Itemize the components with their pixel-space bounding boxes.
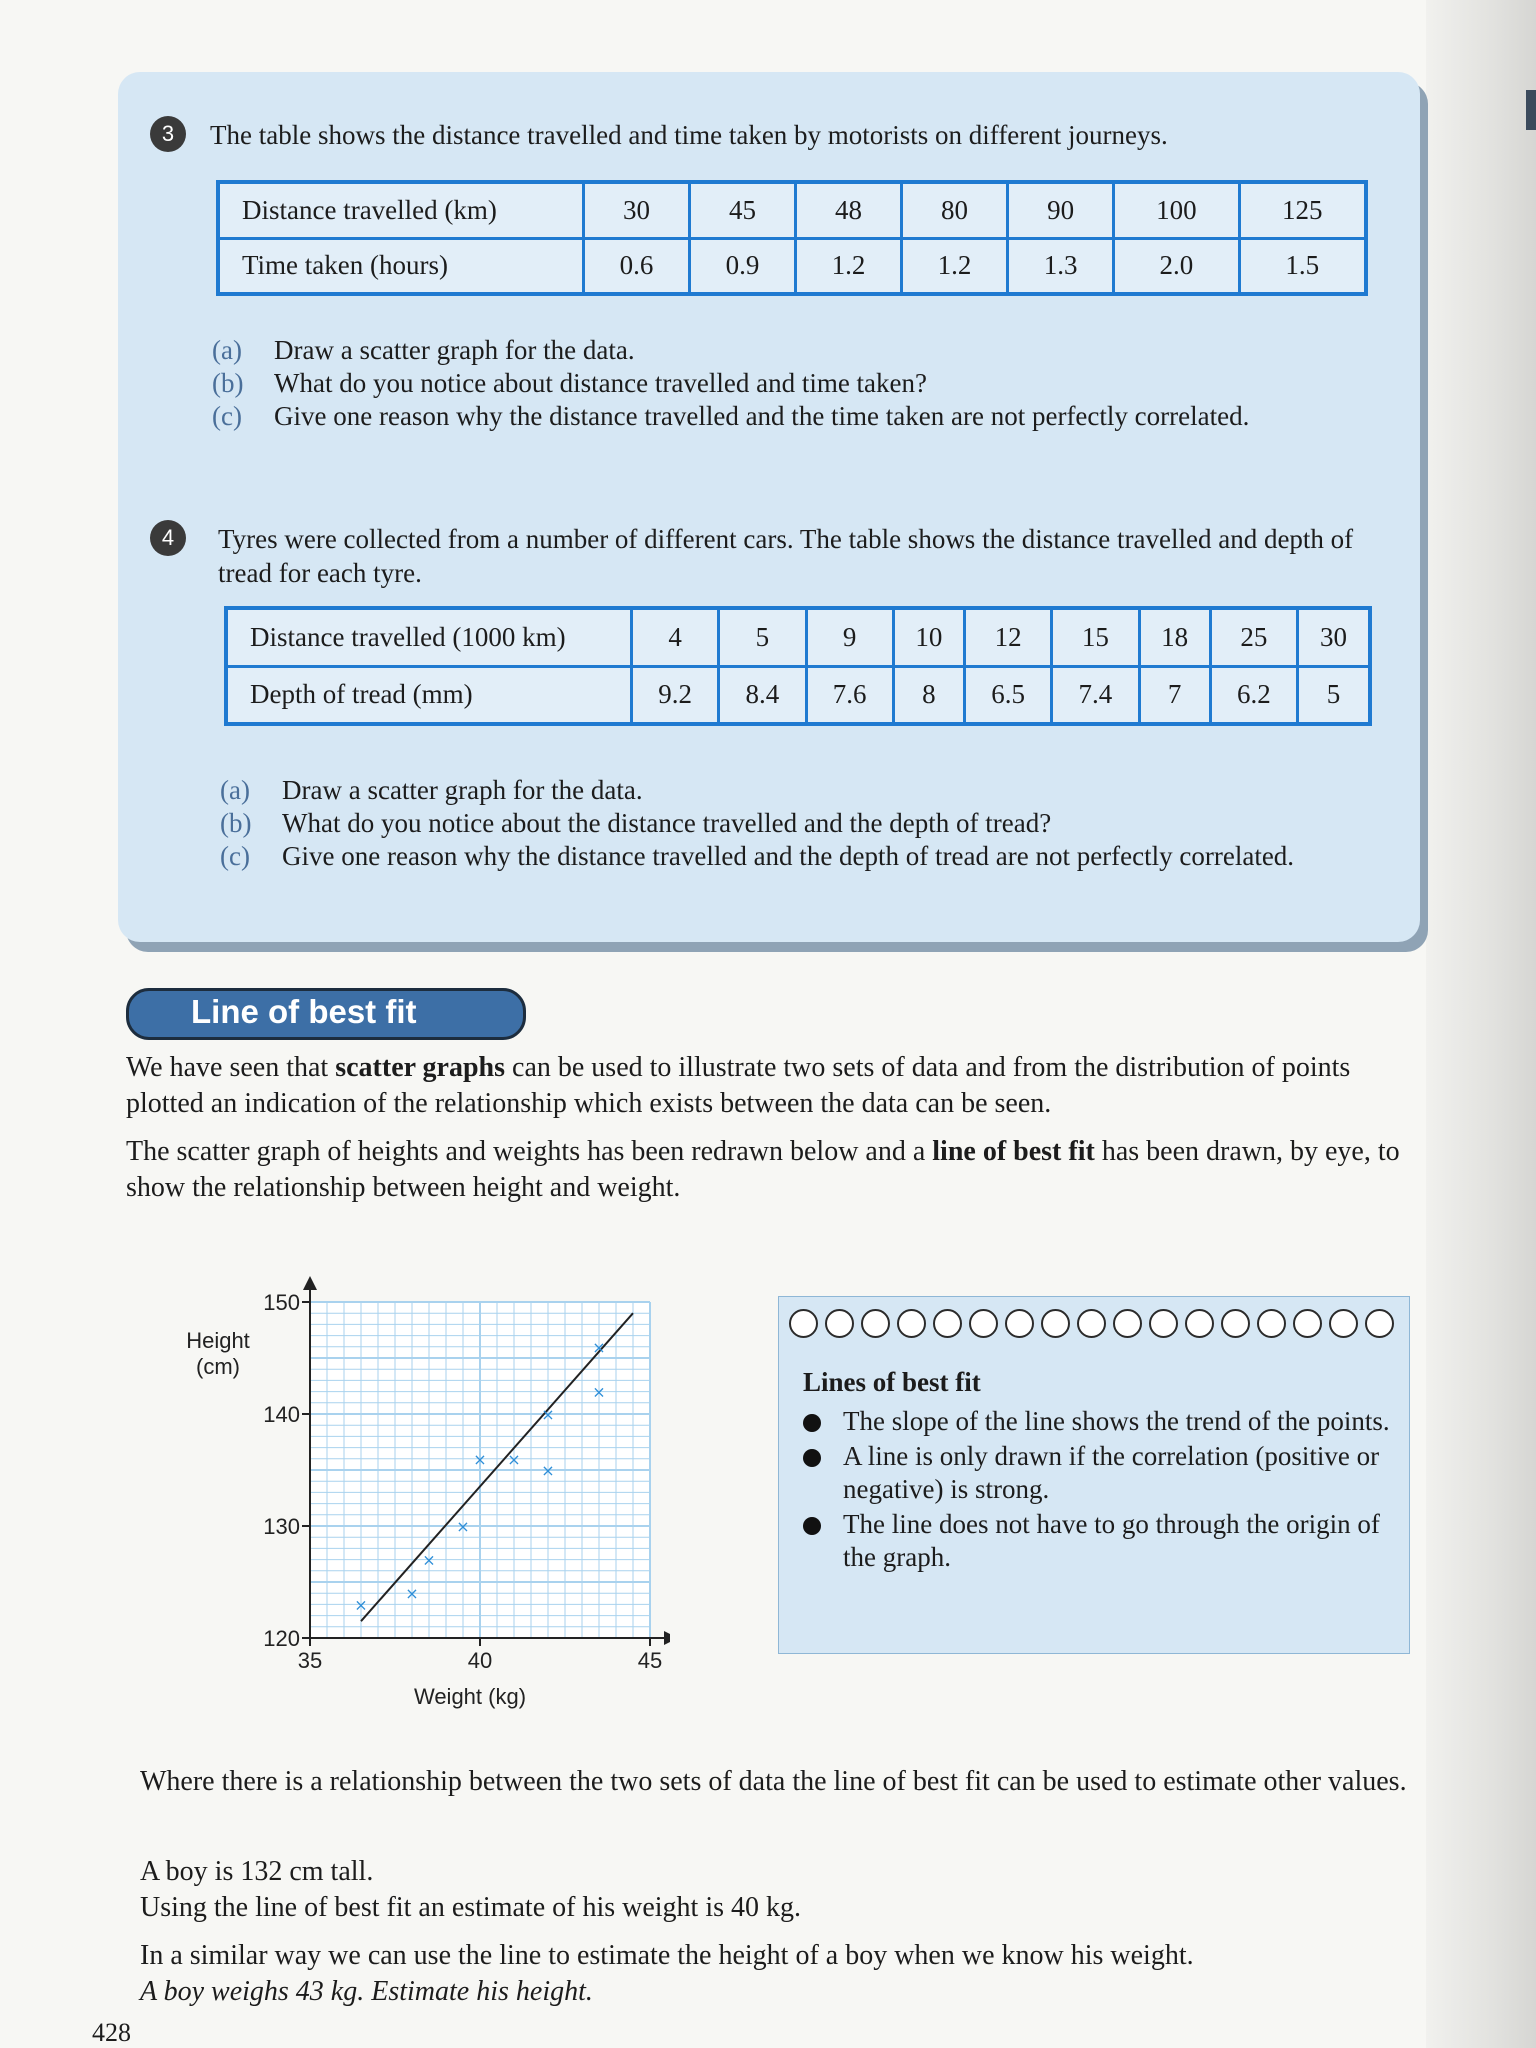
table-cell: 4 [632,608,719,666]
table-cell: 48 [796,182,902,238]
ring-icon [1005,1309,1034,1338]
table-cell: 9 [806,608,893,666]
table-cell: 8 [893,666,964,724]
table-cell: 25 [1210,608,1297,666]
question-3-intro: The table shows the distance travelled and time taken by motorists on different journeys. [210,120,1168,150]
ring-icon [789,1309,818,1338]
notebook-rings [789,1309,1394,1338]
question-line-italic: A boy weighs 43 kg. Estimate his height. [140,1976,593,2007]
table-cell: 7 [1139,666,1210,724]
y-tick-label: 120 [263,1626,300,1651]
table-cell: 6.2 [1210,666,1297,724]
question-4-parts [220,774,1370,873]
bullet-icon [803,1517,821,1535]
part-text: Draw a scatter graph for the data. [274,335,635,365]
bold-term: line of best fit [932,1136,1095,1167]
ring-icon [861,1309,890,1338]
table-cell: 5 [1298,666,1370,724]
ring-icon [1149,1309,1178,1338]
section-heading-pill [126,988,526,1040]
part-text: Give one reason why the distance travelled and the time taken are not perfectly correlated. [274,401,1250,431]
table-cell: 7.4 [1052,666,1139,724]
y-tick-label: 140 [263,1402,300,1427]
ring-icon [1077,1309,1106,1338]
y-tick-label: 150 [263,1290,300,1315]
note-title: Lines of best fit [803,1367,981,1397]
question-3-number: 3 [150,116,186,152]
part-label: (b) [220,808,252,838]
question-part [212,400,1362,433]
example-line: A boy is 132 cm tall. [140,1856,374,1887]
section-title: Line of best fit [191,993,417,1030]
part-label: (b) [212,368,244,398]
text-span: The scatter graph of heights and weights has been redrawn below and a [126,1136,933,1167]
note-item-text: The slope of the line shows the trend of the points. [843,1406,1390,1436]
intro-paragraph [126,1050,1416,1122]
table-row-label: Depth of tread (mm) [226,666,632,724]
table-cell: 9.2 [632,666,719,724]
note-item-text: A line is only drawn if the correlation (positive or negative) is strong. [843,1441,1380,1504]
y-tick-label: 130 [263,1514,300,1539]
ring-icon [1041,1309,1070,1338]
part-label: (c) [212,401,242,431]
x-axis-arrow [664,1631,670,1645]
part-label: (a) [220,775,250,805]
table-row-label: Distance travelled (km) [218,182,584,238]
table-cell: 15 [1052,608,1139,666]
ring-icon [1329,1309,1358,1338]
table-cell: 1.2 [796,238,902,294]
table-cell: 1.5 [1239,238,1366,294]
y-axis-label: Height [186,1328,250,1353]
question-part [212,367,1362,400]
part-text: Draw a scatter graph for the data. [282,775,643,805]
y-axis-label-unit: (cm) [196,1354,240,1379]
y-axis-arrow [303,1276,317,1290]
table-cell: 30 [1298,608,1370,666]
ring-icon [825,1309,854,1338]
part-label: (a) [212,335,242,365]
question-part [220,807,1370,840]
bullet-icon [803,1414,821,1432]
data-point: × [422,1550,436,1570]
data-point: × [541,1461,555,1480]
question-4-number: 4 [150,520,186,556]
ring-icon [1293,1309,1322,1338]
table-row-label: Time taken (hours) [218,238,584,294]
question-4-table [224,606,1372,726]
question-part [212,334,1362,367]
lines-of-best-fit-note [778,1296,1410,1654]
text-span: can be used to illustrate two sets of data and from the distribution of points plotted an indication of the relationship which exists between the data can be seen. [126,1052,1351,1119]
ring-icon [1113,1309,1142,1338]
table-cell: 100 [1114,182,1239,238]
part-text: What do you notice about distance travelled and time taken? [274,368,928,398]
data-point: × [592,1337,606,1357]
page-edge-shadow [1426,0,1536,2048]
part-text: What do you notice about the distance travelled and the depth of tread? [282,808,1052,838]
estimate-paragraph: Where there is a relationship between the two sets of data the line of best fit can be used to estimate other values. [140,1766,1407,1797]
data-point: × [507,1449,521,1469]
table-cell: 1.3 [1008,238,1114,294]
table-cell: 125 [1239,182,1366,238]
x-tick-label: 35 [297,1648,323,1673]
bullet-icon [803,1449,821,1467]
data-point: × [456,1517,470,1536]
table-cell: 30 [584,182,690,238]
data-point: × [354,1595,368,1615]
data-point: × [592,1382,606,1402]
part-label: (c) [220,841,250,871]
part-text: Give one reason why the distance travelled and the depth of tread are not perfectly correlated. [282,841,1295,871]
table-cell: 45 [690,182,796,238]
table-cell: 10 [893,608,964,666]
x-tick-label: 40 [467,1648,493,1673]
ring-icon [1257,1309,1286,1338]
exercise-box [118,72,1420,942]
x-axis-label: Weight (kg) [413,1684,527,1709]
ring-icon [1365,1309,1394,1338]
question-3-parts [212,334,1362,433]
question-line: In a similar way we can use the line to estimate the height of a boy when we know his weight. [140,1940,1194,1971]
table-cell: 5 [719,608,806,666]
question-part [220,840,1370,873]
bold-term: scatter graphs [335,1052,506,1083]
table-cell: 2.0 [1114,238,1239,294]
ring-icon [933,1309,962,1338]
table-cell: 7.6 [806,666,893,724]
note-item [803,1440,1393,1506]
question-paragraph [140,1938,1410,2010]
question-3-table [216,180,1368,296]
ring-icon [897,1309,926,1338]
note-item [803,1405,1393,1438]
graph-paragraph [126,1134,1416,1206]
note-item [803,1508,1393,1574]
table-cell: 1.2 [902,238,1008,294]
table-cell: 0.9 [690,238,796,294]
text-span: has been drawn, by eye, to show the relationship between height and weight. [126,1136,1400,1203]
x-tick-label: 45 [637,1648,663,1673]
question-4-intro: Tyres were collected from a number of different cars. The table shows the distance travelled and depth of tread for each tyre. [218,524,1354,588]
table-cell: 8.4 [719,666,806,724]
table-cell: 0.6 [584,238,690,294]
table-cell: 80 [902,182,1008,238]
page-tab-marker [1526,90,1536,130]
example-line: Using the line of best fit an estimate of his weight is 40 kg. [140,1892,802,1923]
table-row-label: Distance travelled (1000 km) [226,608,632,666]
height-weight-scatter-chart [170,1270,670,1720]
table-cell: 90 [1008,182,1114,238]
note-item-text: The line does not have to go through the origin of the graph. [843,1509,1380,1572]
question-part [220,774,1370,807]
ring-icon [969,1309,998,1338]
ring-icon [1185,1309,1214,1338]
note-list [803,1405,1393,1576]
data-point: × [473,1449,487,1469]
table-cell: 18 [1139,608,1210,666]
page-number: 428 [92,2018,131,2047]
ring-icon [1221,1309,1250,1338]
table-cell: 6.5 [965,666,1052,724]
example-paragraph [140,1854,1410,1926]
data-point: × [541,1405,555,1424]
table-cell: 12 [965,608,1052,666]
text-span: We have seen that [126,1052,336,1083]
data-point: × [405,1584,419,1604]
